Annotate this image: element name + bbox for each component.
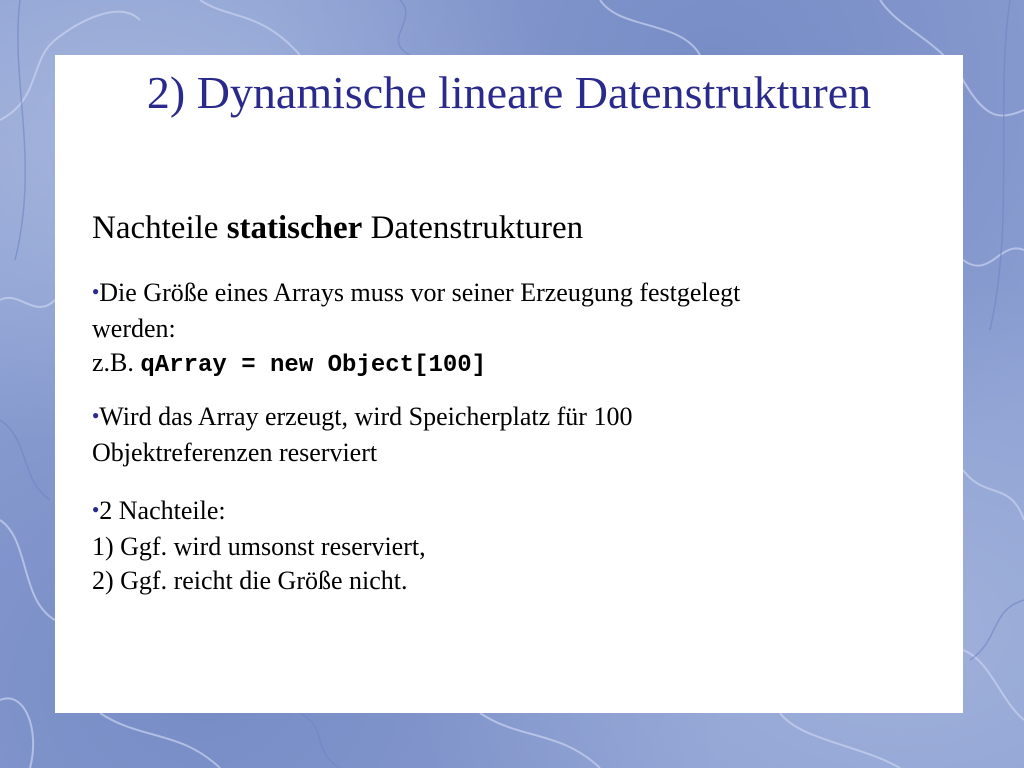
bullet-dot-icon: ●	[92, 502, 100, 517]
bullet-dot-icon: ●	[92, 284, 100, 299]
bullet-line: Die Größe eines Arrays muss vor seiner Erzeugung festgelegt	[99, 278, 741, 307]
code-example: qArray = new Object[100]	[140, 352, 487, 380]
bullet-line: 1) Ggf. wird umsonst reserviert,	[92, 532, 426, 562]
bullet-item-memory	[92, 400, 932, 470]
bullet-line: Objektreferenzen reserviert	[92, 438, 378, 468]
section-heading	[92, 208, 583, 248]
heading-bold-word: statischer	[226, 210, 363, 246]
bullet-line: werden:	[92, 314, 176, 344]
example-prefix: z.B.	[92, 348, 141, 378]
bullet-line: 2 Nachteile:	[99, 496, 226, 525]
bullet-item-disadvantages	[92, 494, 932, 598]
slide-title: 2) Dynamische lineare Datenstrukturen	[146, 67, 872, 118]
heading-suffix: Datenstrukturen	[362, 210, 584, 246]
bullet-line: Wird das Array erzeugt, wird Speicherplatz für 100	[99, 402, 633, 431]
bullet-dot-icon: ●	[92, 408, 100, 423]
heading-prefix: Nachteile	[92, 210, 227, 246]
bullet-item-array-size	[92, 276, 932, 383]
slide-content-panel	[55, 55, 963, 713]
bullet-line: 2) Ggf. reicht die Größe nicht.	[92, 566, 408, 596]
